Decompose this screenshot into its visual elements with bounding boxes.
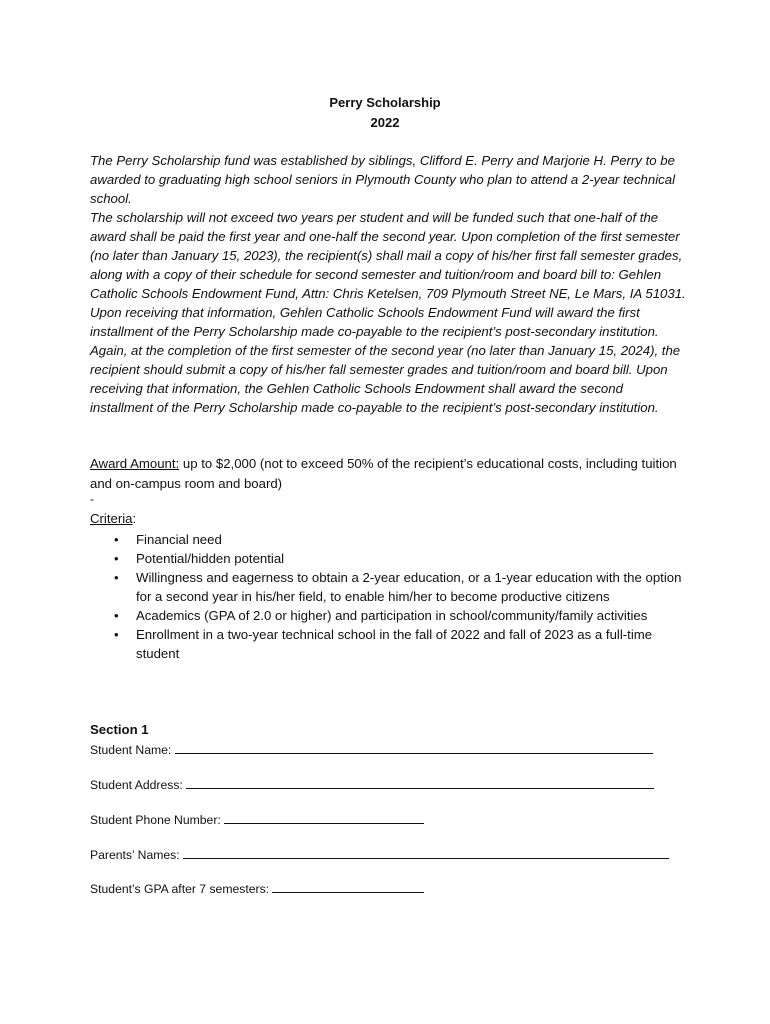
student-address-field — [90, 777, 654, 792]
criteria-colon: : — [132, 511, 137, 526]
student-name-line[interactable] — [175, 742, 653, 754]
intro-paragraph-2: The scholarship will not exceed two years per student and will be funded such that one-half of the award shall be paid the first year and one-half the second year. Upon completion of the first semester (no later than January 15, 2023), the recipient(s) shall mail a copy of his/her first fall semester grades, along with a copy of their schedule for second semester and tuition/room and board bill to: Gehlen Catholic Schools Endowment Fund, Attn: Chris Ketelsen, 709 Plymouth Street NE, Le Mars, IA 51031. Upon receiving that information, Gehlen Catholic Schools Endowment Fund will award the first installment of the Perry Scholarship made co-payable to the recipient’s post-secondary institution. Again, at the completion of the first semester of the second year (no later than January 15, 2024), the recipient should submit a copy of his/her fall semester grades and tuition/room and board bill. Upon receiving that information, the Gehlen Catholic Schools Endowment shall award the second installment of the Perry Scholarship made co-payable to the recipient’s post-secondary institution. — [90, 210, 686, 415]
parents-names-field — [90, 847, 669, 862]
student-name-label: Student Name: — [90, 743, 172, 757]
criteria-list — [90, 530, 686, 663]
bullet-icon: • — [114, 608, 119, 623]
criteria-item: • Academics (GPA of 2.0 or higher) and participation in school/community/family activities — [114, 608, 648, 623]
award-amount-label: Award Amount: — [90, 456, 180, 471]
document-title: Perry Scholarship — [329, 95, 441, 110]
intro-paragraph-1: The Perry Scholarship fund was established by siblings, Clifford E. Perry and Marjorie H. Perry to be awarded to graduating high school seniors in Plymouth County who plan to attend a 2-year technical school. — [90, 153, 676, 206]
student-phone-field — [90, 812, 424, 827]
bullet-icon: • — [114, 627, 119, 642]
bullet-icon: • — [114, 570, 119, 585]
bullet-icon: • — [114, 532, 119, 547]
student-phone-label: Student Phone Number: — [90, 813, 221, 827]
document-year: 2022 — [370, 115, 400, 130]
student-name-field — [90, 742, 653, 757]
student-gpa-field — [90, 881, 424, 896]
criteria-item: • Potential/hidden potential — [114, 551, 285, 566]
criteria-item: • Willingness and eagerness to obtain a 2-year education, or a 1-year education with the option for a second year in his/her field, to enable him/her to become productive citizens — [114, 570, 682, 604]
intro-text — [90, 151, 686, 417]
bullet-icon: • — [114, 551, 119, 566]
student-gpa-line[interactable] — [272, 881, 424, 893]
stray-mark: ‐ — [90, 492, 94, 506]
award-amount — [90, 454, 686, 494]
section-1-heading: Section 1 — [90, 722, 149, 737]
criteria-label: Criteria — [90, 511, 133, 526]
award-amount-text: up to $2,000 (not to exceed 50% of the recipient’s educational costs, including tuition and on-campus room and board) — [90, 456, 677, 491]
student-gpa-label: Student’s GPA after 7 semesters: — [90, 882, 270, 896]
parents-names-label: Parents’ Names: — [90, 848, 180, 862]
criteria-heading — [90, 511, 136, 526]
criteria-item: • Enrollment in a two-year technical school in the fall of 2022 and fall of 2023 as a full-time student — [114, 627, 653, 661]
student-address-label: Student Address: — [90, 778, 183, 792]
parents-names-line[interactable] — [183, 847, 669, 859]
criteria-item: • Financial need — [114, 532, 222, 547]
student-phone-line[interactable] — [224, 812, 424, 824]
student-address-line[interactable] — [186, 777, 654, 789]
